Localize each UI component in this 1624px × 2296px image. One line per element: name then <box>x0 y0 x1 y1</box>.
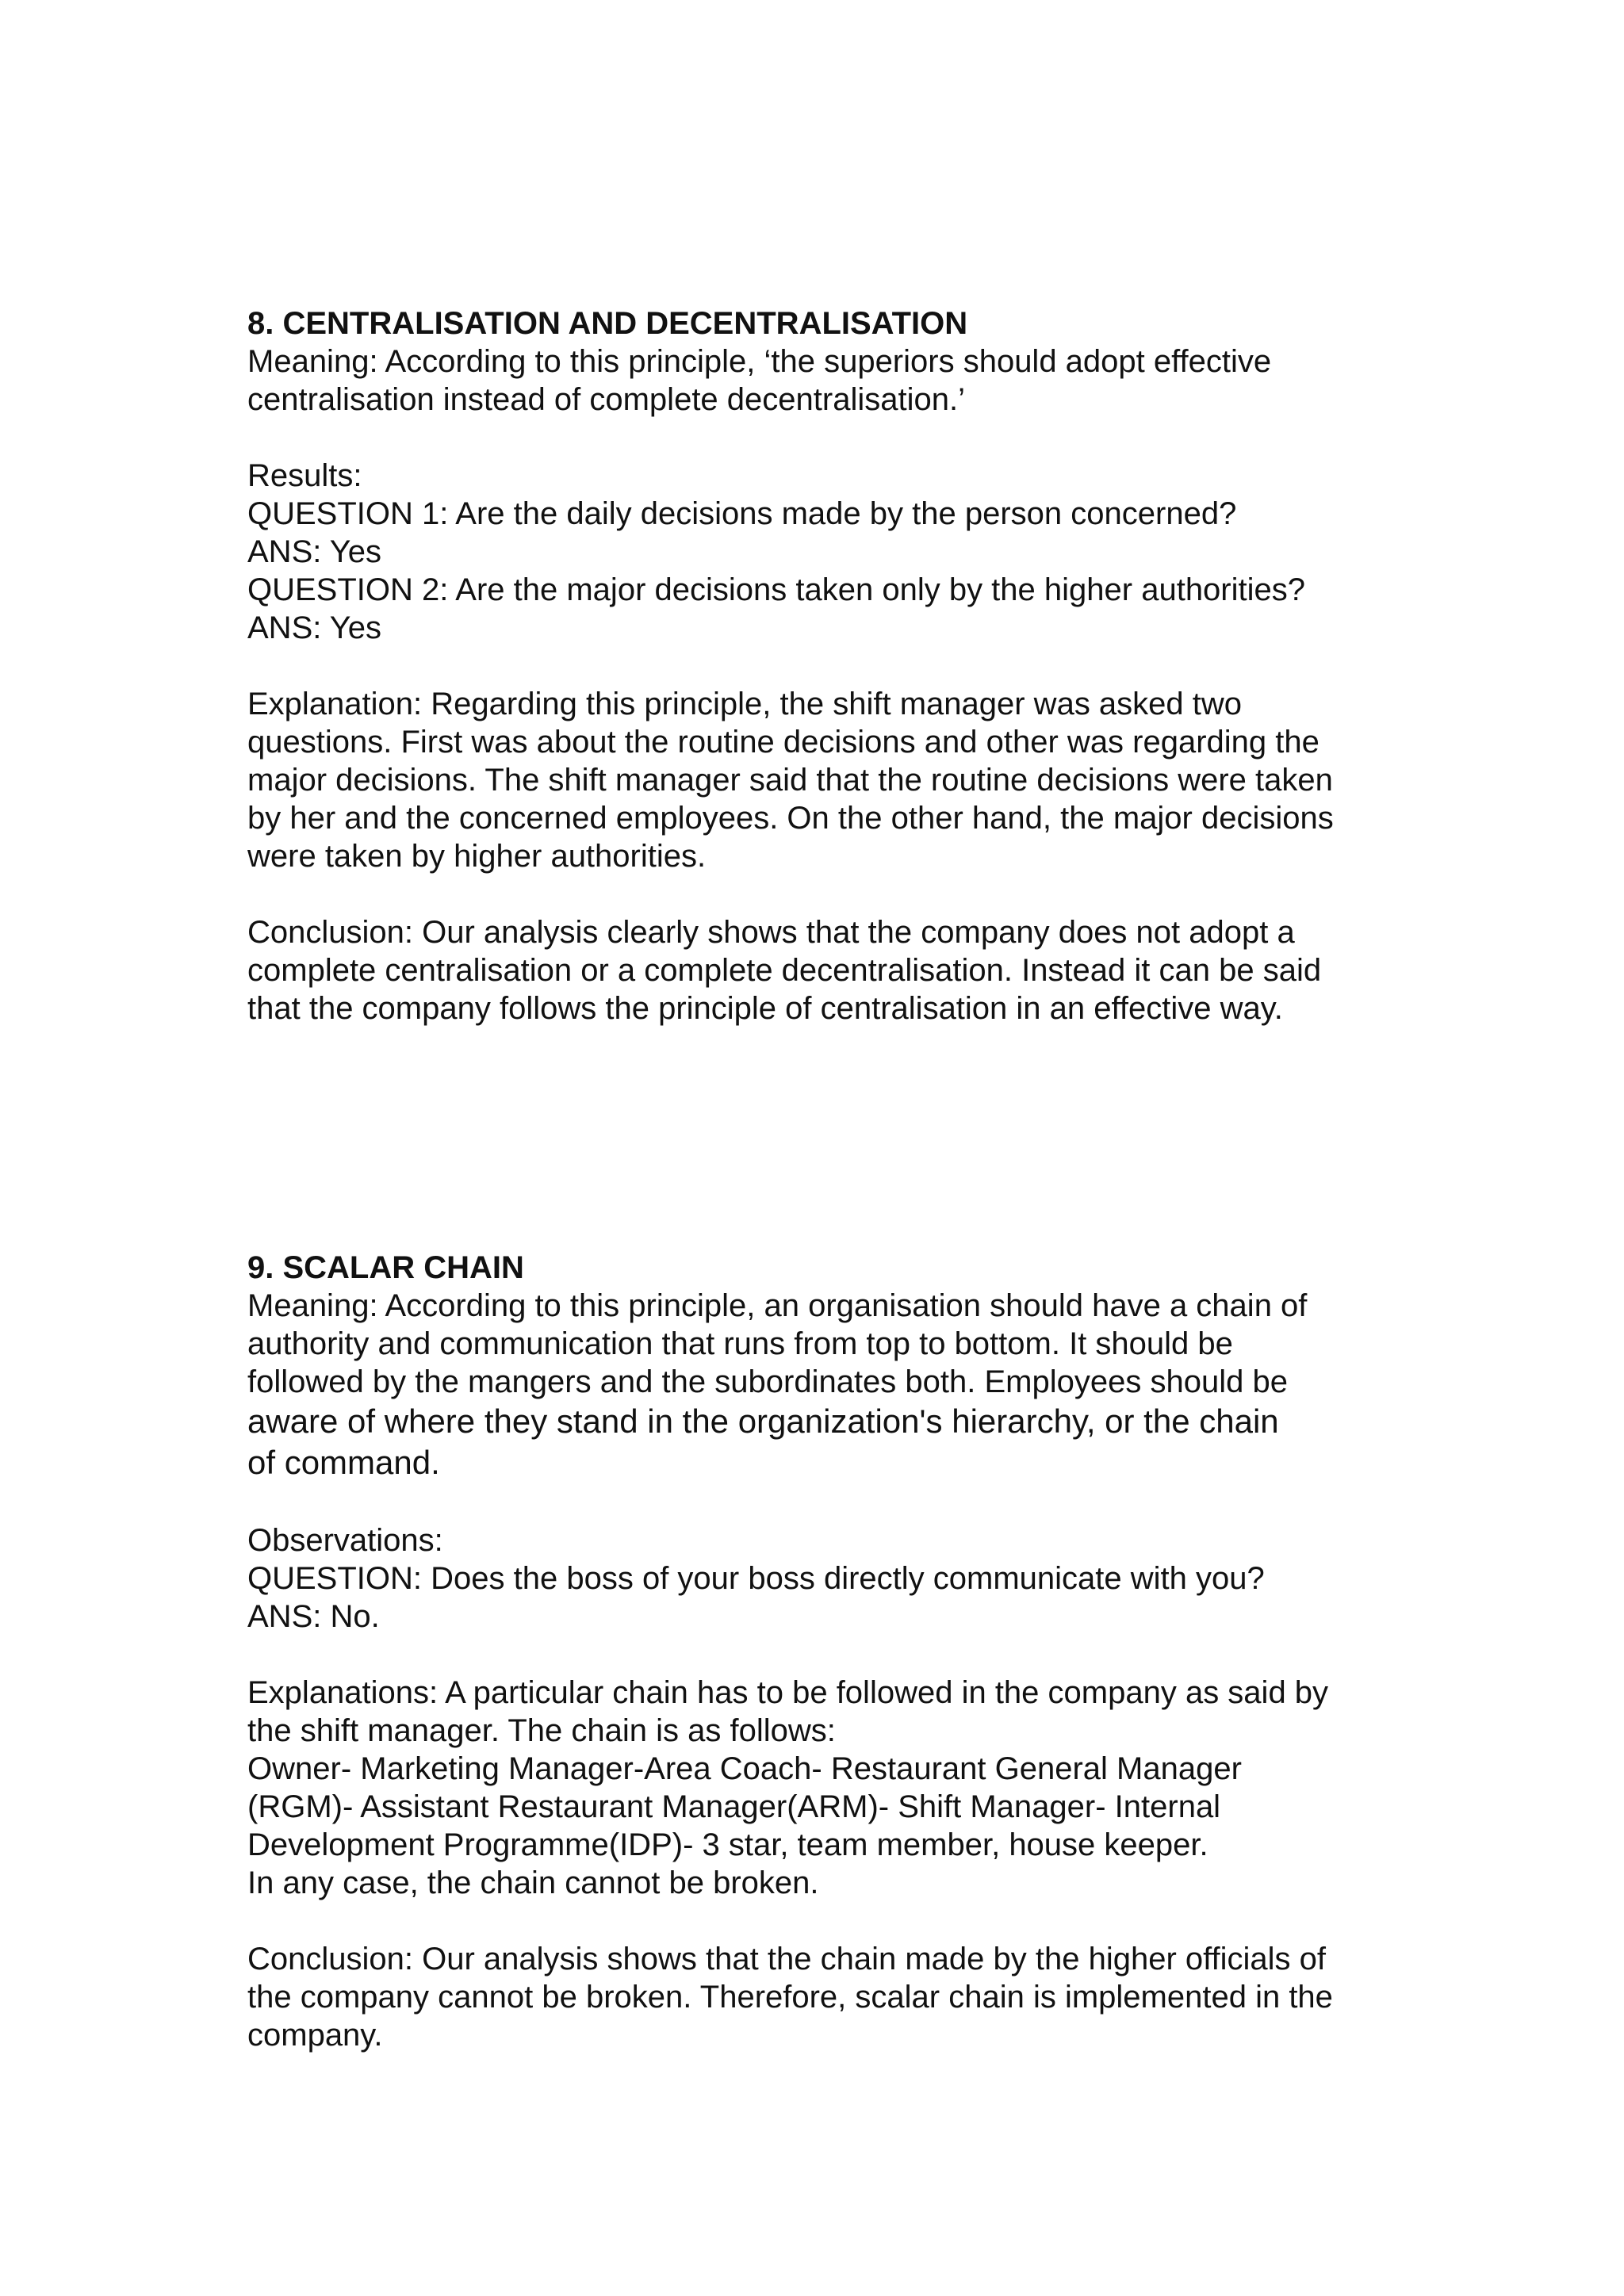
text-line: that the company follows the principle of centralisation in an effective way. <box>247 991 1283 1026</box>
section-heading: 8. CENTRALISATION AND DECENTRALISATION <box>247 306 968 341</box>
text-line: Owner- Marketing Manager-Area Coach- Restaurant General Manager <box>247 1751 1242 1786</box>
text-line: authority and communication that runs from top to bottom. It should be <box>247 1326 1233 1361</box>
text-line: Conclusion: Our analysis clearly shows that the company does not adopt a <box>247 915 1295 950</box>
text-line: company. <box>247 2018 383 2053</box>
text-line: major decisions. The shift manager said that the routine decisions were taken <box>247 763 1333 798</box>
explanations-paragraph <box>247 1674 1389 1902</box>
text-line: of command. <box>247 1444 440 1481</box>
text-line: the company cannot be broken. Therefore, scalar chain is implemented in the <box>247 1980 1333 2015</box>
conclusion-paragraph <box>247 913 1389 1027</box>
text-line: ANS: No. <box>247 1599 380 1634</box>
text-line: QUESTION 2: Are the major decisions taken only by the higher authorities? <box>247 572 1306 607</box>
text-line: aware of where they stand in the organization's hierarchy, or the chain <box>247 1402 1279 1440</box>
text-line: Development Programme(IDP)- 3 star, team member, house keeper. <box>247 1827 1208 1862</box>
text-line: followed by the mangers and the subordinates both. Employees should be <box>247 1364 1288 1399</box>
text-line: (RGM)- Assistant Restaurant Manager(ARM)- Shift Manager- Internal <box>247 1789 1221 1824</box>
meaning-paragraph <box>247 342 1389 419</box>
conclusion-paragraph <box>247 1940 1389 2054</box>
results-paragraph <box>247 457 1389 647</box>
text-line: centralisation instead of complete decentralisation.’ <box>247 382 965 417</box>
text-line: by her and the concerned employees. On the other hand, the major decisions <box>247 801 1334 836</box>
text-line: Meaning: According to this principle, an organisation should have a chain of <box>247 1288 1308 1323</box>
meaning-paragraph <box>247 1287 1389 1483</box>
text-line: complete centralisation or a complete decentralisation. Instead it can be said <box>247 953 1322 988</box>
text-line: Explanations: A particular chain has to be followed in the company as said by <box>247 1675 1329 1710</box>
text-line: In any case, the chain cannot be broken. <box>247 1866 819 1900</box>
text-line: were taken by higher authorities. <box>247 839 707 874</box>
text-line: QUESTION: Does the boss of your boss directly communicate with you? <box>247 1561 1265 1596</box>
text-line: QUESTION 1: Are the daily decisions made by the person concerned? <box>247 496 1237 531</box>
section-heading: 9. SCALAR CHAIN <box>247 1250 524 1285</box>
section-centralisation <box>247 304 1389 1027</box>
text-line: Meaning: According to this principle, ‘the superiors should adopt effective <box>247 344 1272 379</box>
text-line: Explanation: Regarding this principle, the shift manager was asked two <box>247 687 1243 721</box>
document-page <box>247 0 1389 2296</box>
section-scalar-chain <box>247 1249 1389 2054</box>
text-line: ANS: Yes <box>247 610 382 645</box>
explanation-paragraph <box>247 685 1389 875</box>
observations-paragraph <box>247 1521 1389 1636</box>
text-line: Observations: <box>247 1523 443 1558</box>
text-line: Conclusion: Our analysis shows that the chain made by the higher officials of <box>247 1942 1326 1976</box>
text-line: Results: <box>247 458 362 493</box>
text-line: the shift manager. The chain is as follows: <box>247 1713 836 1748</box>
text-line: ANS: Yes <box>247 534 382 569</box>
text-line: questions. First was about the routine decisions and other was regarding the <box>247 725 1320 760</box>
